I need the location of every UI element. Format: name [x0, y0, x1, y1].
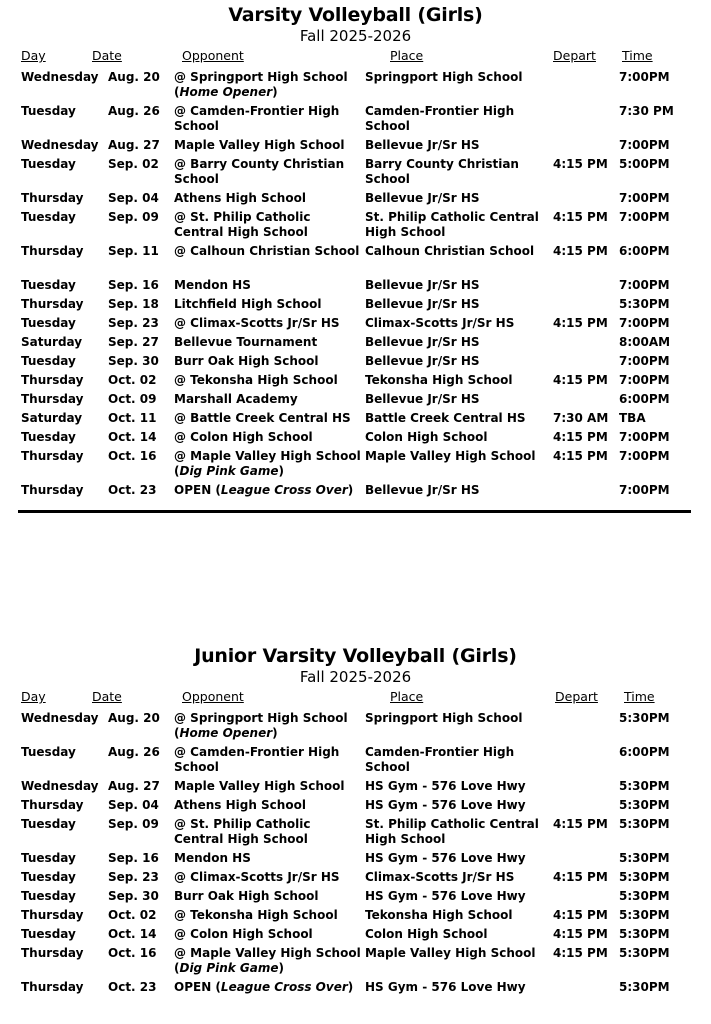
header-depart: Depart — [555, 689, 598, 704]
game-day: Thursday — [21, 946, 84, 960]
game-time: 5:30PM — [619, 927, 670, 941]
game-date: Sep. 23 — [108, 316, 159, 330]
table-row — [0, 483, 711, 502]
game-day: Saturday — [21, 335, 83, 349]
opponent-name: @ St. Philip Catholic Central High School — [174, 817, 311, 846]
opponent-name: OPEN — [174, 980, 212, 994]
game-opponent — [174, 870, 362, 885]
opponent-name: @ Tekonsha High School — [174, 373, 338, 387]
game-date: Sep. 09 — [108, 210, 159, 224]
header-time: Time — [624, 689, 655, 704]
opponent-name: @ Maple Valley High School — [174, 946, 361, 960]
opponent-name: Litchfield High School — [174, 297, 322, 311]
game-opponent — [174, 779, 362, 794]
game-date: Oct. 14 — [108, 430, 157, 444]
game-place: Bellevue Jr/Sr HS — [365, 138, 480, 152]
game-date: Aug. 26 — [108, 745, 160, 759]
game-depart: 4:15 PM — [553, 373, 608, 387]
table-row — [0, 392, 711, 411]
header-day: Day — [21, 689, 46, 704]
opponent-name: @ Climax-Scotts Jr/Sr HS — [174, 870, 340, 884]
game-note: League Cross Over — [220, 980, 348, 994]
table-row — [0, 70, 711, 104]
game-day: Thursday — [21, 798, 84, 812]
game-opponent — [174, 851, 362, 866]
header-date: Date — [92, 689, 122, 704]
game-time: 5:30PM — [619, 851, 670, 865]
game-note: Home Opener — [179, 84, 273, 99]
varsity-column-headers — [0, 48, 711, 66]
table-row — [0, 191, 711, 210]
game-date: Aug. 27 — [108, 779, 160, 793]
game-opponent — [174, 908, 362, 923]
game-day: Tuesday — [21, 278, 76, 292]
game-depart: 4:15 PM — [553, 157, 608, 171]
opponent-name: @ Camden-Frontier High School — [174, 745, 340, 774]
game-time: 5:30PM — [619, 817, 670, 831]
game-place: Climax-Scotts Jr/Sr HS — [365, 316, 515, 330]
game-depart: 4:15 PM — [553, 244, 608, 258]
opponent-name: Maple Valley High School — [174, 779, 345, 793]
game-day: Wednesday — [21, 779, 99, 793]
game-day: Wednesday — [21, 138, 99, 152]
game-date: Sep. 16 — [108, 851, 159, 865]
game-depart: 7:30 AM — [553, 411, 609, 425]
jv-season: Fall 2025-2026 — [299, 668, 412, 686]
game-date: Sep. 04 — [108, 798, 159, 812]
table-row — [0, 335, 711, 354]
opponent-name: @ Springport High School — [174, 70, 348, 84]
game-time: 7:00PM — [619, 449, 670, 463]
game-opponent — [174, 798, 362, 813]
game-date: Sep. 18 — [108, 297, 159, 311]
game-time: 5:00PM — [619, 157, 670, 171]
table-row — [0, 817, 711, 851]
opponent-name: @ Battle Creek Central HS — [174, 411, 351, 425]
game-depart: 4:15 PM — [553, 817, 608, 831]
game-opponent — [174, 392, 362, 407]
opponent-name: OPEN — [174, 483, 212, 497]
game-depart: 4:15 PM — [553, 210, 608, 224]
opponent-name: @ Colon High School — [174, 430, 313, 444]
game-place: Bellevue Jr/Sr HS — [365, 335, 480, 349]
table-row — [0, 430, 711, 449]
game-place: Camden-Frontier High School — [365, 745, 515, 774]
opponent-name: Burr Oak High School — [174, 354, 319, 368]
game-place: Bellevue Jr/Sr HS — [365, 392, 480, 406]
table-row — [0, 745, 711, 779]
opponent-name: @ St. Philip Catholic Central High School — [174, 210, 311, 239]
opponent-name: Mendon HS — [174, 851, 251, 865]
game-opponent — [174, 157, 362, 186]
table-row — [0, 278, 711, 297]
table-row — [0, 210, 711, 244]
header-opponent: Opponent — [182, 689, 244, 704]
game-day: Tuesday — [21, 817, 76, 831]
game-opponent — [174, 927, 362, 942]
varsity-bottom-rule — [18, 510, 691, 513]
game-opponent: OPEN (League Cross Over) — [174, 980, 354, 994]
game-date: Sep. 11 — [108, 244, 159, 258]
game-time: 7:00PM — [619, 354, 670, 368]
header-day: Day — [21, 48, 46, 63]
game-time: 7:00PM — [619, 373, 670, 387]
table-row — [0, 297, 711, 316]
game-day: Tuesday — [21, 927, 76, 941]
table-row — [0, 316, 711, 335]
opponent-name: Maple Valley High School — [174, 138, 345, 152]
game-place: Colon High School — [365, 927, 488, 941]
game-time: 5:30PM — [619, 908, 670, 922]
jv-game-list — [0, 711, 711, 999]
game-date: Sep. 16 — [108, 278, 159, 292]
game-opponent — [174, 191, 362, 206]
game-date: Oct. 11 — [108, 411, 157, 425]
game-opponent — [174, 817, 362, 846]
table-row — [0, 851, 711, 870]
game-opponent: @ Springport High School (Home Opener) — [174, 70, 348, 99]
game-opponent: @ Maple Valley High School (Dig Pink Game) — [174, 946, 361, 975]
game-day: Tuesday — [21, 157, 76, 171]
game-day: Thursday — [21, 191, 84, 205]
game-opponent: @ Maple Valley High School (Dig Pink Game) — [174, 449, 361, 478]
game-day: Thursday — [21, 483, 84, 497]
game-date: Aug. 27 — [108, 138, 160, 152]
table-row — [0, 927, 711, 946]
game-depart: 4:15 PM — [553, 927, 608, 941]
table-row — [0, 889, 711, 908]
game-time: 7:00PM — [619, 191, 670, 205]
game-place: Bellevue Jr/Sr HS — [365, 191, 480, 205]
game-day: Thursday — [21, 980, 84, 994]
header-place: Place — [390, 689, 424, 704]
game-depart: 4:15 PM — [553, 430, 608, 444]
game-day: Thursday — [21, 392, 84, 406]
game-day: Saturday — [21, 411, 83, 425]
game-note: Home Opener — [179, 725, 273, 740]
table-row — [0, 138, 711, 157]
game-date: Oct. 14 — [108, 927, 157, 941]
game-place: Climax-Scotts Jr/Sr HS — [365, 870, 515, 884]
game-time: 5:30PM — [619, 711, 670, 725]
opponent-name: @ Calhoun Christian School — [174, 244, 360, 258]
game-time: 7:00PM — [619, 138, 670, 152]
game-note: League Cross Over — [220, 483, 348, 497]
table-row — [0, 449, 711, 483]
opponent-name: Marshall Academy — [174, 392, 298, 406]
game-depart: 4:15 PM — [553, 946, 608, 960]
game-place: HS Gym - 576 Love Hwy — [365, 851, 526, 865]
game-time: 8:00AM — [619, 335, 671, 349]
game-date: Sep. 02 — [108, 157, 159, 171]
game-depart: 4:15 PM — [553, 449, 608, 463]
varsity-game-list — [0, 70, 711, 502]
game-day: Thursday — [21, 297, 84, 311]
game-time: 5:30PM — [619, 779, 670, 793]
game-day: Wednesday — [21, 70, 99, 84]
game-place: Bellevue Jr/Sr HS — [365, 278, 480, 292]
game-opponent — [174, 316, 362, 331]
table-row — [0, 908, 711, 927]
game-opponent — [174, 430, 362, 445]
opponent-name: Mendon HS — [174, 278, 251, 292]
table-row — [0, 104, 711, 138]
varsity-schedule — [0, 4, 711, 502]
game-date: Oct. 23 — [108, 980, 157, 994]
game-opponent — [174, 278, 362, 293]
game-time: 5:30PM — [619, 889, 670, 903]
game-date: Sep. 09 — [108, 817, 159, 831]
game-time: 7:00PM — [619, 278, 670, 292]
game-place: Maple Valley High School — [365, 946, 536, 960]
game-day: Tuesday — [21, 210, 76, 224]
game-date: Aug. 20 — [108, 711, 160, 725]
game-depart: 4:15 PM — [553, 908, 608, 922]
game-place: Battle Creek Central HS — [365, 411, 526, 425]
game-date: Oct. 16 — [108, 946, 157, 960]
game-day: Tuesday — [21, 104, 76, 118]
game-opponent — [174, 297, 362, 312]
table-row — [0, 354, 711, 373]
game-time: 5:30PM — [619, 798, 670, 812]
table-row — [0, 980, 711, 999]
header-place: Place — [390, 48, 424, 63]
game-place: Tekonsha High School — [365, 373, 513, 387]
game-date: Aug. 26 — [108, 104, 160, 118]
game-date: Sep. 30 — [108, 354, 159, 368]
game-opponent — [174, 244, 362, 259]
game-place: Barry County Christian School — [365, 157, 519, 186]
table-row — [0, 157, 711, 191]
game-place: Bellevue Jr/Sr HS — [365, 354, 480, 368]
game-time: 5:30PM — [619, 297, 670, 311]
opponent-name: Bellevue Tournament — [174, 335, 318, 349]
game-place: HS Gym - 576 Love Hwy — [365, 779, 526, 793]
game-place: HS Gym - 576 Love Hwy — [365, 889, 526, 903]
game-time: 7:00PM — [619, 70, 670, 84]
opponent-name: @ Springport High School — [174, 711, 348, 725]
game-date: Oct. 16 — [108, 449, 157, 463]
game-note: Dig Pink Game — [179, 463, 279, 478]
game-day: Thursday — [21, 244, 84, 258]
game-place: Bellevue Jr/Sr HS — [365, 483, 480, 497]
game-opponent: OPEN (League Cross Over) — [174, 483, 354, 497]
game-date: Sep. 23 — [108, 870, 159, 884]
game-opponent — [174, 411, 362, 426]
header-date: Date — [92, 48, 122, 63]
table-row — [0, 373, 711, 392]
jv-title: Junior Varsity Volleyball (Girls) — [194, 645, 517, 667]
game-day: Thursday — [21, 449, 84, 463]
table-row — [0, 779, 711, 798]
game-depart: 4:15 PM — [553, 870, 608, 884]
game-time: 5:30PM — [619, 870, 670, 884]
table-row — [0, 244, 711, 278]
varsity-season: Fall 2025-2026 — [299, 27, 412, 45]
game-date: Oct. 02 — [108, 908, 157, 922]
game-time: 7:00PM — [619, 210, 670, 224]
game-opponent: @ Springport High School (Home Opener) — [174, 711, 348, 740]
game-day: Tuesday — [21, 354, 76, 368]
opponent-name: @ Maple Valley High School — [174, 449, 361, 463]
game-day: Thursday — [21, 908, 84, 922]
game-day: Thursday — [21, 373, 84, 387]
header-depart: Depart — [553, 48, 596, 63]
header-time: Time — [622, 48, 653, 63]
game-place: Colon High School — [365, 430, 488, 444]
table-row — [0, 870, 711, 889]
game-place: HS Gym - 576 Love Hwy — [365, 798, 526, 812]
game-day: Tuesday — [21, 745, 76, 759]
table-row — [0, 711, 711, 745]
game-place: St. Philip Catholic Central High School — [365, 817, 539, 846]
table-row — [0, 946, 711, 980]
game-opponent — [174, 745, 362, 774]
opponent-name: Burr Oak High School — [174, 889, 319, 903]
opponent-name: @ Climax-Scotts Jr/Sr HS — [174, 316, 340, 330]
game-place: Maple Valley High School — [365, 449, 536, 463]
game-place: Springport High School — [365, 70, 523, 84]
table-row — [0, 798, 711, 817]
game-opponent — [174, 210, 362, 239]
game-opponent — [174, 373, 362, 388]
game-note: Dig Pink Game — [179, 960, 279, 975]
game-date: Sep. 04 — [108, 191, 159, 205]
game-place: Calhoun Christian School — [365, 244, 535, 258]
game-time: 7:00PM — [619, 430, 670, 444]
opponent-name: @ Camden-Frontier High School — [174, 104, 340, 133]
game-day: Tuesday — [21, 870, 76, 884]
opponent-name: @ Colon High School — [174, 927, 313, 941]
game-day: Wednesday — [21, 711, 99, 725]
game-time: 6:00PM — [619, 745, 670, 759]
header-opponent: Opponent — [182, 48, 244, 63]
varsity-title: Varsity Volleyball (Girls) — [228, 4, 483, 26]
game-time: 6:00PM — [619, 392, 670, 406]
game-place: St. Philip Catholic Central High School — [365, 210, 539, 239]
game-time: 6:00PM — [619, 244, 670, 258]
game-date: Oct. 02 — [108, 373, 157, 387]
game-depart: 4:15 PM — [553, 316, 608, 330]
game-opponent — [174, 104, 362, 133]
game-time: TBA — [619, 411, 646, 425]
game-day: Tuesday — [21, 316, 76, 330]
game-date: Oct. 23 — [108, 483, 157, 497]
opponent-name: Athens High School — [174, 798, 306, 812]
opponent-name: @ Tekonsha High School — [174, 908, 338, 922]
opponent-name: Athens High School — [174, 191, 306, 205]
game-day: Tuesday — [21, 430, 76, 444]
game-time: 5:30PM — [619, 946, 670, 960]
game-time: 7:00PM — [619, 483, 670, 497]
opponent-name: @ Barry County Christian School — [174, 157, 345, 186]
game-place: Bellevue Jr/Sr HS — [365, 297, 480, 311]
table-row — [0, 411, 711, 430]
game-place: HS Gym - 576 Love Hwy — [365, 980, 526, 994]
game-opponent — [174, 335, 362, 350]
game-date: Aug. 20 — [108, 70, 160, 84]
game-date: Oct. 09 — [108, 392, 157, 406]
game-place: Camden-Frontier High School — [365, 104, 515, 133]
game-place: Springport High School — [365, 711, 523, 725]
game-opponent — [174, 889, 362, 904]
game-time: 7:30 PM — [619, 104, 674, 118]
game-opponent — [174, 354, 362, 369]
jv-column-headers — [0, 689, 711, 707]
game-time: 7:00PM — [619, 316, 670, 330]
game-day: Tuesday — [21, 851, 76, 865]
game-place: Tekonsha High School — [365, 908, 513, 922]
game-time: 5:30PM — [619, 980, 670, 994]
game-date: Sep. 27 — [108, 335, 159, 349]
game-opponent — [174, 138, 362, 153]
jv-schedule — [0, 645, 711, 999]
game-day: Tuesday — [21, 889, 76, 903]
game-date: Sep. 30 — [108, 889, 159, 903]
